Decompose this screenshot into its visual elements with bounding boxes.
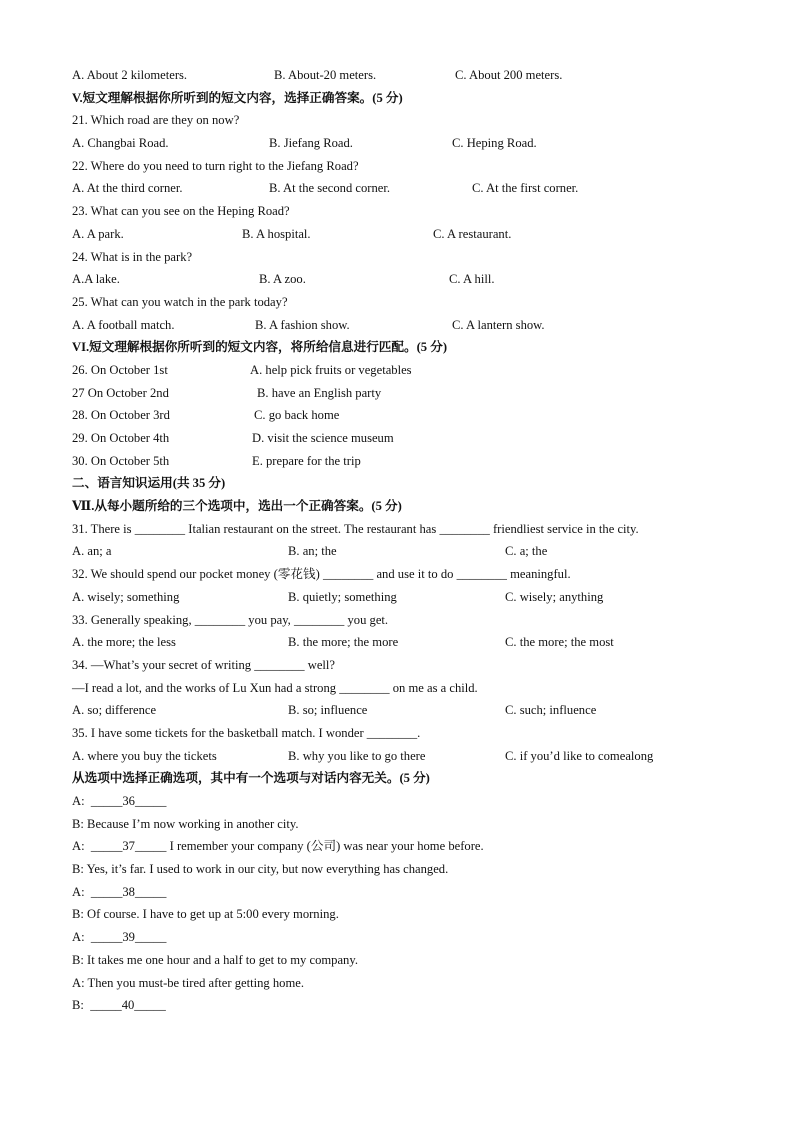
option-item: A. A park. — [72, 226, 124, 241]
option-item: D. visit the science museum — [252, 431, 394, 445]
option-item: B. At the second corner. — [269, 181, 391, 196]
option-item: A. the more; the less — [72, 635, 176, 650]
answer-blank[interactable]: _____40_____ — [90, 998, 166, 1013]
answer-blank[interactable]: _____38_____ — [90, 884, 167, 899]
option-item: B. A zoo. — [259, 272, 306, 287]
options-row — [72, 314, 732, 337]
option-item: 27 On October 2nd — [72, 385, 169, 400]
section-heading: V.短文理解根据你所听到的短文内容，选择正确答案。(5 分) — [72, 90, 403, 105]
options-row — [72, 177, 732, 200]
options-row — [72, 404, 732, 427]
option-item: A. where you buy the tickets — [72, 748, 217, 763]
option-item: C. go back home — [254, 408, 340, 423]
option-item: C. if you’d like to comealong — [505, 748, 654, 763]
option-item: B. an; the — [288, 544, 337, 559]
exam-page — [72, 64, 732, 1017]
options-row — [72, 427, 732, 450]
text-line: 32. We should spend our pocket money (零花钱) ________ and use it to do ________ meaningful. — [72, 567, 571, 582]
option-item: C. A hill. — [449, 272, 495, 287]
section-heading: VI.短文理解根据你所听到的短文内容，将所给信息进行匹配。(5 分) — [72, 340, 448, 355]
option-item: C. a; the — [505, 544, 548, 559]
text-line: —I read a lot, and the works of Lu Xun had a strong ________ on me as a child. — [72, 680, 478, 695]
options-row — [72, 268, 732, 291]
speaker-label: A: — [72, 884, 91, 899]
option-item: C. At the first corner. — [472, 181, 579, 196]
option-item: C. the more; the most — [505, 635, 614, 650]
answer-blank[interactable]: _____39_____ — [90, 930, 167, 945]
answer-blank[interactable]: _____36_____ — [90, 794, 167, 808]
text-line: 34. —What’s your secret of writing ________ well? — [72, 657, 336, 672]
text-line: 22. Where do you need to turn right to the Jiefang Road? — [72, 158, 359, 173]
options-row — [72, 450, 732, 473]
speaker-label: A: — [72, 839, 91, 854]
option-item: A. About 2 kilometers. — [72, 68, 188, 82]
text-line: 23. What can you see on the Heping Road? — [72, 204, 290, 219]
option-item: B. Jiefang Road. — [269, 136, 353, 151]
text-line: 33. Generally speaking, ________ you pay, ________ you get. — [72, 612, 389, 627]
text-line: B: It takes me one hour and a half to get to my company. — [72, 952, 358, 967]
option-item: B. so; influence — [288, 703, 368, 718]
section-heading: Ⅶ.从每小题所给的三个选项中，选出一个正确答案。(5 分) — [72, 499, 402, 514]
option-item: B. About-20 meters. — [274, 68, 377, 82]
option-item: E. prepare for the trip — [252, 453, 361, 468]
text-line: 24. What is in the park? — [72, 249, 193, 264]
options-row — [72, 359, 732, 382]
options-row — [72, 223, 732, 246]
option-item: C. such; influence — [505, 703, 597, 718]
options-row — [72, 699, 732, 722]
text-line: 25. What can you watch in the park today? — [72, 294, 288, 309]
dialogue-text: I remember your company (公司) was near your home before. — [166, 839, 484, 854]
dialogue-blank-line — [72, 835, 732, 858]
option-item: C. A lantern show. — [452, 317, 545, 332]
option-item: B. why you like to go there — [288, 748, 426, 763]
option-item: 29. On October 4th — [72, 431, 170, 445]
option-item: B. quietly; something — [288, 589, 397, 604]
text-line: B: Because I’m now working in another city. — [72, 816, 299, 831]
text-line: 21. Which road are they on now? — [72, 113, 240, 128]
option-item: A. Changbai Road. — [72, 136, 169, 151]
option-item: B. A fashion show. — [255, 317, 350, 332]
options-row — [72, 382, 732, 405]
option-item: B. the more; the more — [288, 635, 399, 650]
option-item: C. About 200 meters. — [455, 68, 563, 82]
option-item: A. so; difference — [72, 703, 157, 718]
options-row — [72, 586, 732, 609]
dialogue-blank-line — [72, 926, 732, 949]
text-line: B: Of course. I have to get up at 5:00 every morning. — [72, 907, 339, 922]
dialogue-blank-line — [72, 994, 732, 1017]
option-item: B. A hospital. — [242, 226, 311, 241]
options-row — [72, 540, 732, 563]
section-heading: 从选项中选择正确选项，其中有一个选项与对话内容无关。(5 分) — [72, 771, 430, 786]
option-item: C. wisely; anything — [505, 589, 604, 604]
option-item: C. A restaurant. — [433, 226, 512, 241]
option-item: 26. On October 1st — [72, 362, 168, 377]
speaker-label: A: — [72, 930, 91, 945]
options-row — [72, 132, 732, 155]
option-item: B. have an English party — [257, 385, 382, 400]
options-row — [72, 64, 732, 87]
speaker-label: B: — [72, 998, 91, 1013]
option-item: A. A football match. — [72, 317, 175, 332]
options-row — [72, 745, 732, 768]
options-row — [72, 631, 732, 654]
option-item: A. At the third corner. — [72, 181, 183, 196]
answer-blank[interactable]: _____37_____ — [90, 839, 167, 854]
option-item: A.A lake. — [72, 272, 120, 287]
text-line: 31. There is ________ Italian restaurant on the street. The restaurant has ________ friendliest service in the city. — [72, 521, 639, 536]
text-line: A: Then you must-be tired after getting home. — [72, 975, 304, 990]
option-item: A. an; a — [72, 544, 112, 559]
text-line: 35. I have some tickets for the basketball match. I wonder ________. — [72, 725, 421, 740]
option-item: 30. On October 5th — [72, 453, 170, 468]
section-heading: 二、语言知识运用(共 35 分) — [72, 476, 226, 491]
dialogue-blank-line — [72, 881, 732, 904]
option-item: A. help pick fruits or vegetables — [250, 362, 412, 377]
option-item: C. Heping Road. — [452, 136, 537, 151]
option-item: A. wisely; something — [72, 589, 180, 604]
option-item: 28. On October 3rd — [72, 408, 170, 423]
text-line: B: Yes, it’s far. I used to work in our city, but now everything has changed. — [72, 862, 449, 877]
speaker-label: A: — [72, 794, 91, 808]
dialogue-blank-line — [72, 790, 732, 813]
